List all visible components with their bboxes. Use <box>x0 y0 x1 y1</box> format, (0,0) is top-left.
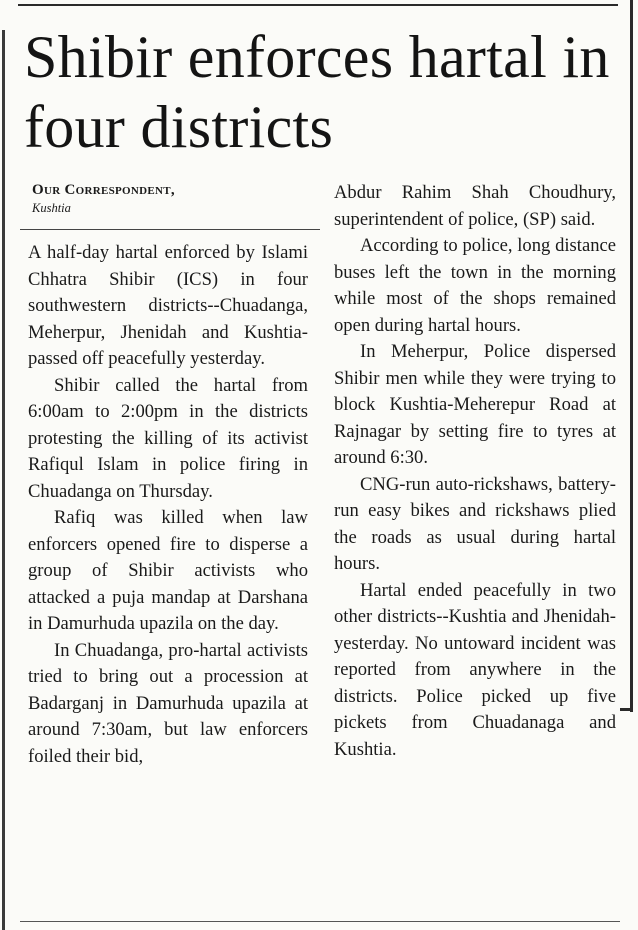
paragraph: CNG-run auto-rickshaws, battery-run easy bikes and rickshaws plied the roads as usual during hartal hours. <box>334 473 616 574</box>
right-column <box>334 180 616 763</box>
right-edge-rule <box>630 0 633 712</box>
paragraph: A half-day hartal enforced by Islami Chhatra Shibir (ICS) in four southwestern districts--Chuadanga, Meherpur, Jhenidah and Kushtia-passed off peacefully yesterday. <box>28 242 308 369</box>
paragraph: In Chuadanga, pro-hartal activists tried to bring out a procession at Badarganj in Damurhuda upazila at around 7:30am, but law enforcers foiled their bid, <box>28 639 308 767</box>
paragraph: Hartal ended peacefully in two other districts--Kushtia and Jhenidah-yesterday. No untoward incident was reported from anywhere in the districts. Police picked up five pickets from Chuadanaga and Kushtia. <box>334 579 616 760</box>
bottom-rule <box>20 921 620 922</box>
left-edge-rule <box>2 30 5 930</box>
top-rule <box>18 4 618 6</box>
paragraph: According to police, long distance buses left the town in the morning while most of the shops remained open during hartal hours. <box>334 235 616 336</box>
byline-place: Kushtia <box>32 201 71 215</box>
paragraph: Rafiq was killed when law enforcers opened fire to disperse a group of Shibir activists who attacked a puja mandap at Darshana in Damurhuda upazila on the day. <box>28 507 308 634</box>
paragraph: In Meherpur, Police dispersed Shibir men while they were trying to block Kushtia-Meherepur Road at Rajnagar by setting fire to tyres at around 6:30. <box>334 341 616 468</box>
headline: Shibir enforces hartal in four districts <box>24 24 610 160</box>
byline <box>32 180 322 216</box>
right-edge-rule-foot <box>620 708 633 711</box>
paragraph: Abdur Rahim Shah Choudhury, superintendent of police, (SP) said. <box>334 182 616 230</box>
left-column <box>28 240 308 770</box>
paragraph: Shibir called the hartal from 6:00am to 2:00pm in the districts protesting the killing of its activist Rafiqul Islam in police firing in Chuadanga on Thursday. <box>28 374 308 502</box>
byline-rule <box>20 229 320 230</box>
byline-name: Our Correspondent, <box>32 182 175 198</box>
